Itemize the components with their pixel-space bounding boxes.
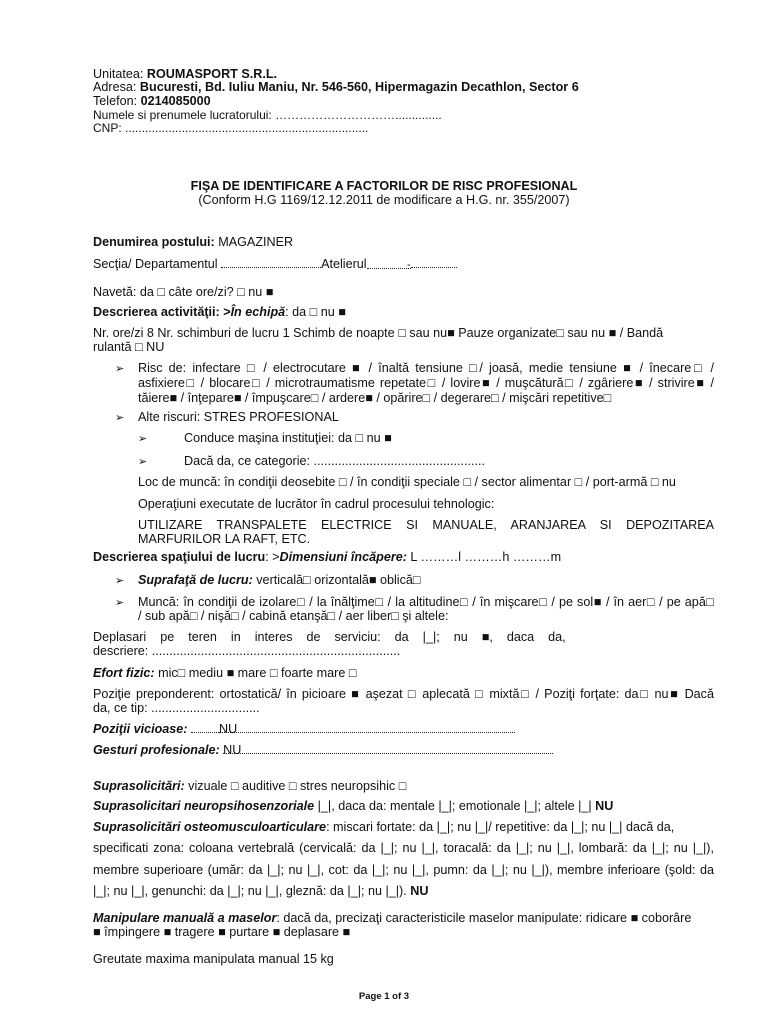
phone-label: Telefon: [93, 94, 138, 108]
activity-line [93, 305, 346, 320]
travel-line-2: descriere: ....................................................................... [93, 644, 401, 658]
manual-values-1: : dacă da, precizaţi caracteristicile maselor manipulate: ridicare ■ coborâre [276, 911, 692, 925]
workplace-line: Loc de muncă: în condiţii deosebite □ / în condiţii speciale □ / sector alimentar □ / port-armă □ nu [138, 475, 676, 489]
workshop-value: - [367, 258, 411, 269]
neuro-values: |_|, daca da: mentale |_|; emotionale |_|; altele |_| [314, 799, 592, 813]
max-weight-line: Greutate maxima manipulata manual 15 kg [93, 952, 334, 966]
vicious-fill [191, 722, 219, 733]
neuro-label: Suprasolicitari neuropsihosenzoriale [93, 799, 315, 813]
neuro-value: NU [595, 799, 614, 813]
surface-line [138, 573, 421, 588]
osteo-values-4: |_|; nu |_|, genunchi: da |_|; nu |_|, gleznă: da |_|; nu |_|). [93, 884, 407, 898]
job-title-label: Denumirea postului: [93, 235, 215, 249]
address-line [93, 80, 579, 95]
risk-line-1: Risc de: infectare □ / electrocutare ■ / înaltă tensiune □/ joasă, medie tensiune ■ / înecare□ / [138, 361, 714, 375]
osteo-line-2: specificati zona: coloana vertebrală (cervicală: da |_|; nu |_|, toracală: da |_|; nu |_|, lombară: da |_|; nu |_|), [93, 841, 714, 855]
vicious-positions-line [93, 722, 515, 737]
neuro-line [93, 799, 613, 814]
effort-values: mic□ mediu ■ mare □ foarte mare □ [154, 666, 357, 680]
arrow-bullet-icon: ➢ [138, 433, 148, 445]
vicious-positions-label: Poziţii vicioase: [93, 722, 188, 736]
manual-line-2: ■ împingere ■ tragere ■ purtare ■ deplasare ■ [93, 925, 351, 939]
section-label: Secţia/ Departamentul [93, 257, 218, 271]
phone-line [93, 94, 211, 109]
activity-team: În echipă [230, 305, 286, 319]
overstress-label: Suprasolicitări: [93, 779, 185, 793]
surface-label: Suprafaţă de lucru: [138, 573, 253, 587]
overstress-line [93, 779, 406, 794]
posture-line-2: da, ce tip: ............................... [93, 701, 260, 715]
gestures-label: Gesturi profesionale: [93, 743, 220, 757]
osteo-line-4 [93, 884, 428, 899]
naveta-line: Navetă: da □ câte ore/zi? □ nu ■ [93, 285, 274, 299]
arrow-bullet-icon: ➢ [138, 456, 148, 468]
overstress-values: vizuale □ auditive □ stres neuropsihic □ [184, 779, 407, 793]
workshop-label: Atelierul [321, 257, 367, 271]
vicious-value: NU [219, 722, 515, 733]
schedule-line-2: rulantă □ NU [93, 340, 165, 354]
risk-line-3: tăiere■ / înţepare■ / împuşcare□ / ardere■ / opărire□ / degerare□ / mişcări repetitive□ [138, 391, 612, 405]
drive-line: Conduce maşina instituţiei: da □ nu ■ [184, 431, 392, 445]
work-conditions-1: Muncă: în condiţii de izolare□ / la înălţime□ / la altitudine□ / în mişcare□ / pe sol■ / în aer□ / pe apă□ [138, 595, 714, 609]
arrow-bullet-icon: ➢ [115, 597, 125, 609]
operations-detail-2: MARFURILOR LA RAFT, ETC. [138, 532, 311, 546]
document-title: FIŞA DE IDENTIFICARE A FACTORILOR DE RISC PROFESIONAL [190, 179, 578, 193]
risk-line-2: asfixiere□ / blocare□ / microtraumatisme repetate□ / lovire■ / muşcătură□ / zgâriere■ / strivire■ / [138, 376, 714, 390]
space-label: Descrierea spaţiului de lucru [93, 550, 266, 564]
effort-label: Efort fizic: [93, 666, 155, 680]
operations-detail-1: UTILIZARE TRANSPALETE ELECTRICE SI MANUALE, ARANJAREA SI DEPOZITAREA [138, 518, 714, 532]
manual-label: Manipulare manuală a maselor [93, 911, 277, 925]
job-title-value: MAGAZINER [218, 235, 294, 249]
gestures-line [93, 743, 553, 758]
space-sep: : > [265, 550, 280, 564]
space-dim-label: Dimensiuni încăpere: [279, 550, 407, 564]
activity-rest: : da □ nu ■ [285, 305, 346, 319]
surface-values: verticală□ orizontală■ oblică□ [252, 573, 421, 587]
job-title-line [93, 235, 293, 250]
cnp-line: CNP: ......................................................................... [93, 121, 369, 135]
unit-value: ROUMASPORT S.R.L. [146, 67, 278, 81]
page-number: Page 1 of 3 [358, 991, 410, 1002]
arrow-bullet-icon: ➢ [115, 575, 125, 587]
effort-line [93, 666, 356, 681]
osteo-values-1: : miscari fortate: da |_|; nu |_|/ repetitive: da |_|; nu |_| dacă da, [326, 820, 675, 834]
section-fill [221, 257, 321, 268]
osteo-line-3: membre superioare (umăr: da |_|; nu |_|, cot: da |_|; nu |_|, pumn: da |_|; nu |_|), membre inferioare (şold: da [93, 863, 714, 877]
work-conditions-2: / sub apă□ / nişă□ / cabină etanşă□ / aer liber□ şi altele: [138, 609, 449, 623]
operations-line: Operaţiuni executate de lucrător în cadrul procesului tehnologic: [138, 497, 495, 511]
worker-name-line: Numele si prenumele lucratorului: ………………………….............. [93, 108, 442, 122]
arrow-bullet-icon: ➢ [115, 412, 125, 424]
activity-label: Descrierea activităţii: > [93, 305, 231, 319]
space-line [93, 550, 561, 565]
osteo-line-1 [93, 820, 674, 835]
address-value: Bucuresti, Bd. Iuliu Maniu, Nr. 546-560, Hipermagazin Decathlon, Sector 6 [139, 80, 579, 94]
travel-line-1: Deplasari pe teren in interes de serviciu: da |_|; nu ■, daca da, [93, 630, 566, 644]
category-line: Dacă da, ce categorie: ................................................. [184, 454, 485, 468]
section-line [93, 257, 457, 272]
address-label: Adresa: [93, 80, 137, 94]
osteo-label: Suprasolicitări osteomusculoarticulare [93, 820, 327, 834]
osteo-value: NU [410, 884, 429, 898]
workshop-fill [411, 257, 457, 268]
manual-line-1 [93, 911, 691, 926]
other-risks-line: Alte riscuri: STRES PROFESIONAL [138, 410, 339, 424]
space-dim-values: L ………l ………h ………m [406, 550, 562, 564]
schedule-line-1: Nr. ore/zi 8 Nr. schimburi de lucru 1 Schimb de noapte □ sau nu■ Pauze organizate□ sau nu ■ / Bandă [93, 326, 664, 340]
document-subtitle: (Conform H.G 1169/12.12.2011 de modificare a H.G. nr. 355/2007) [198, 193, 570, 207]
unit-label: Unitatea: [93, 67, 144, 81]
phone-value: 0214085000 [140, 94, 211, 108]
posture-line-1: Poziţie preponderent: ortostatică/ în picioare ■ aşezat □ aplecată □ mixtă□ / Poziţi forţate: da□ nu■ Dacă [93, 687, 714, 701]
gestures-value: NU [223, 743, 553, 754]
arrow-bullet-icon: ➢ [115, 363, 125, 375]
